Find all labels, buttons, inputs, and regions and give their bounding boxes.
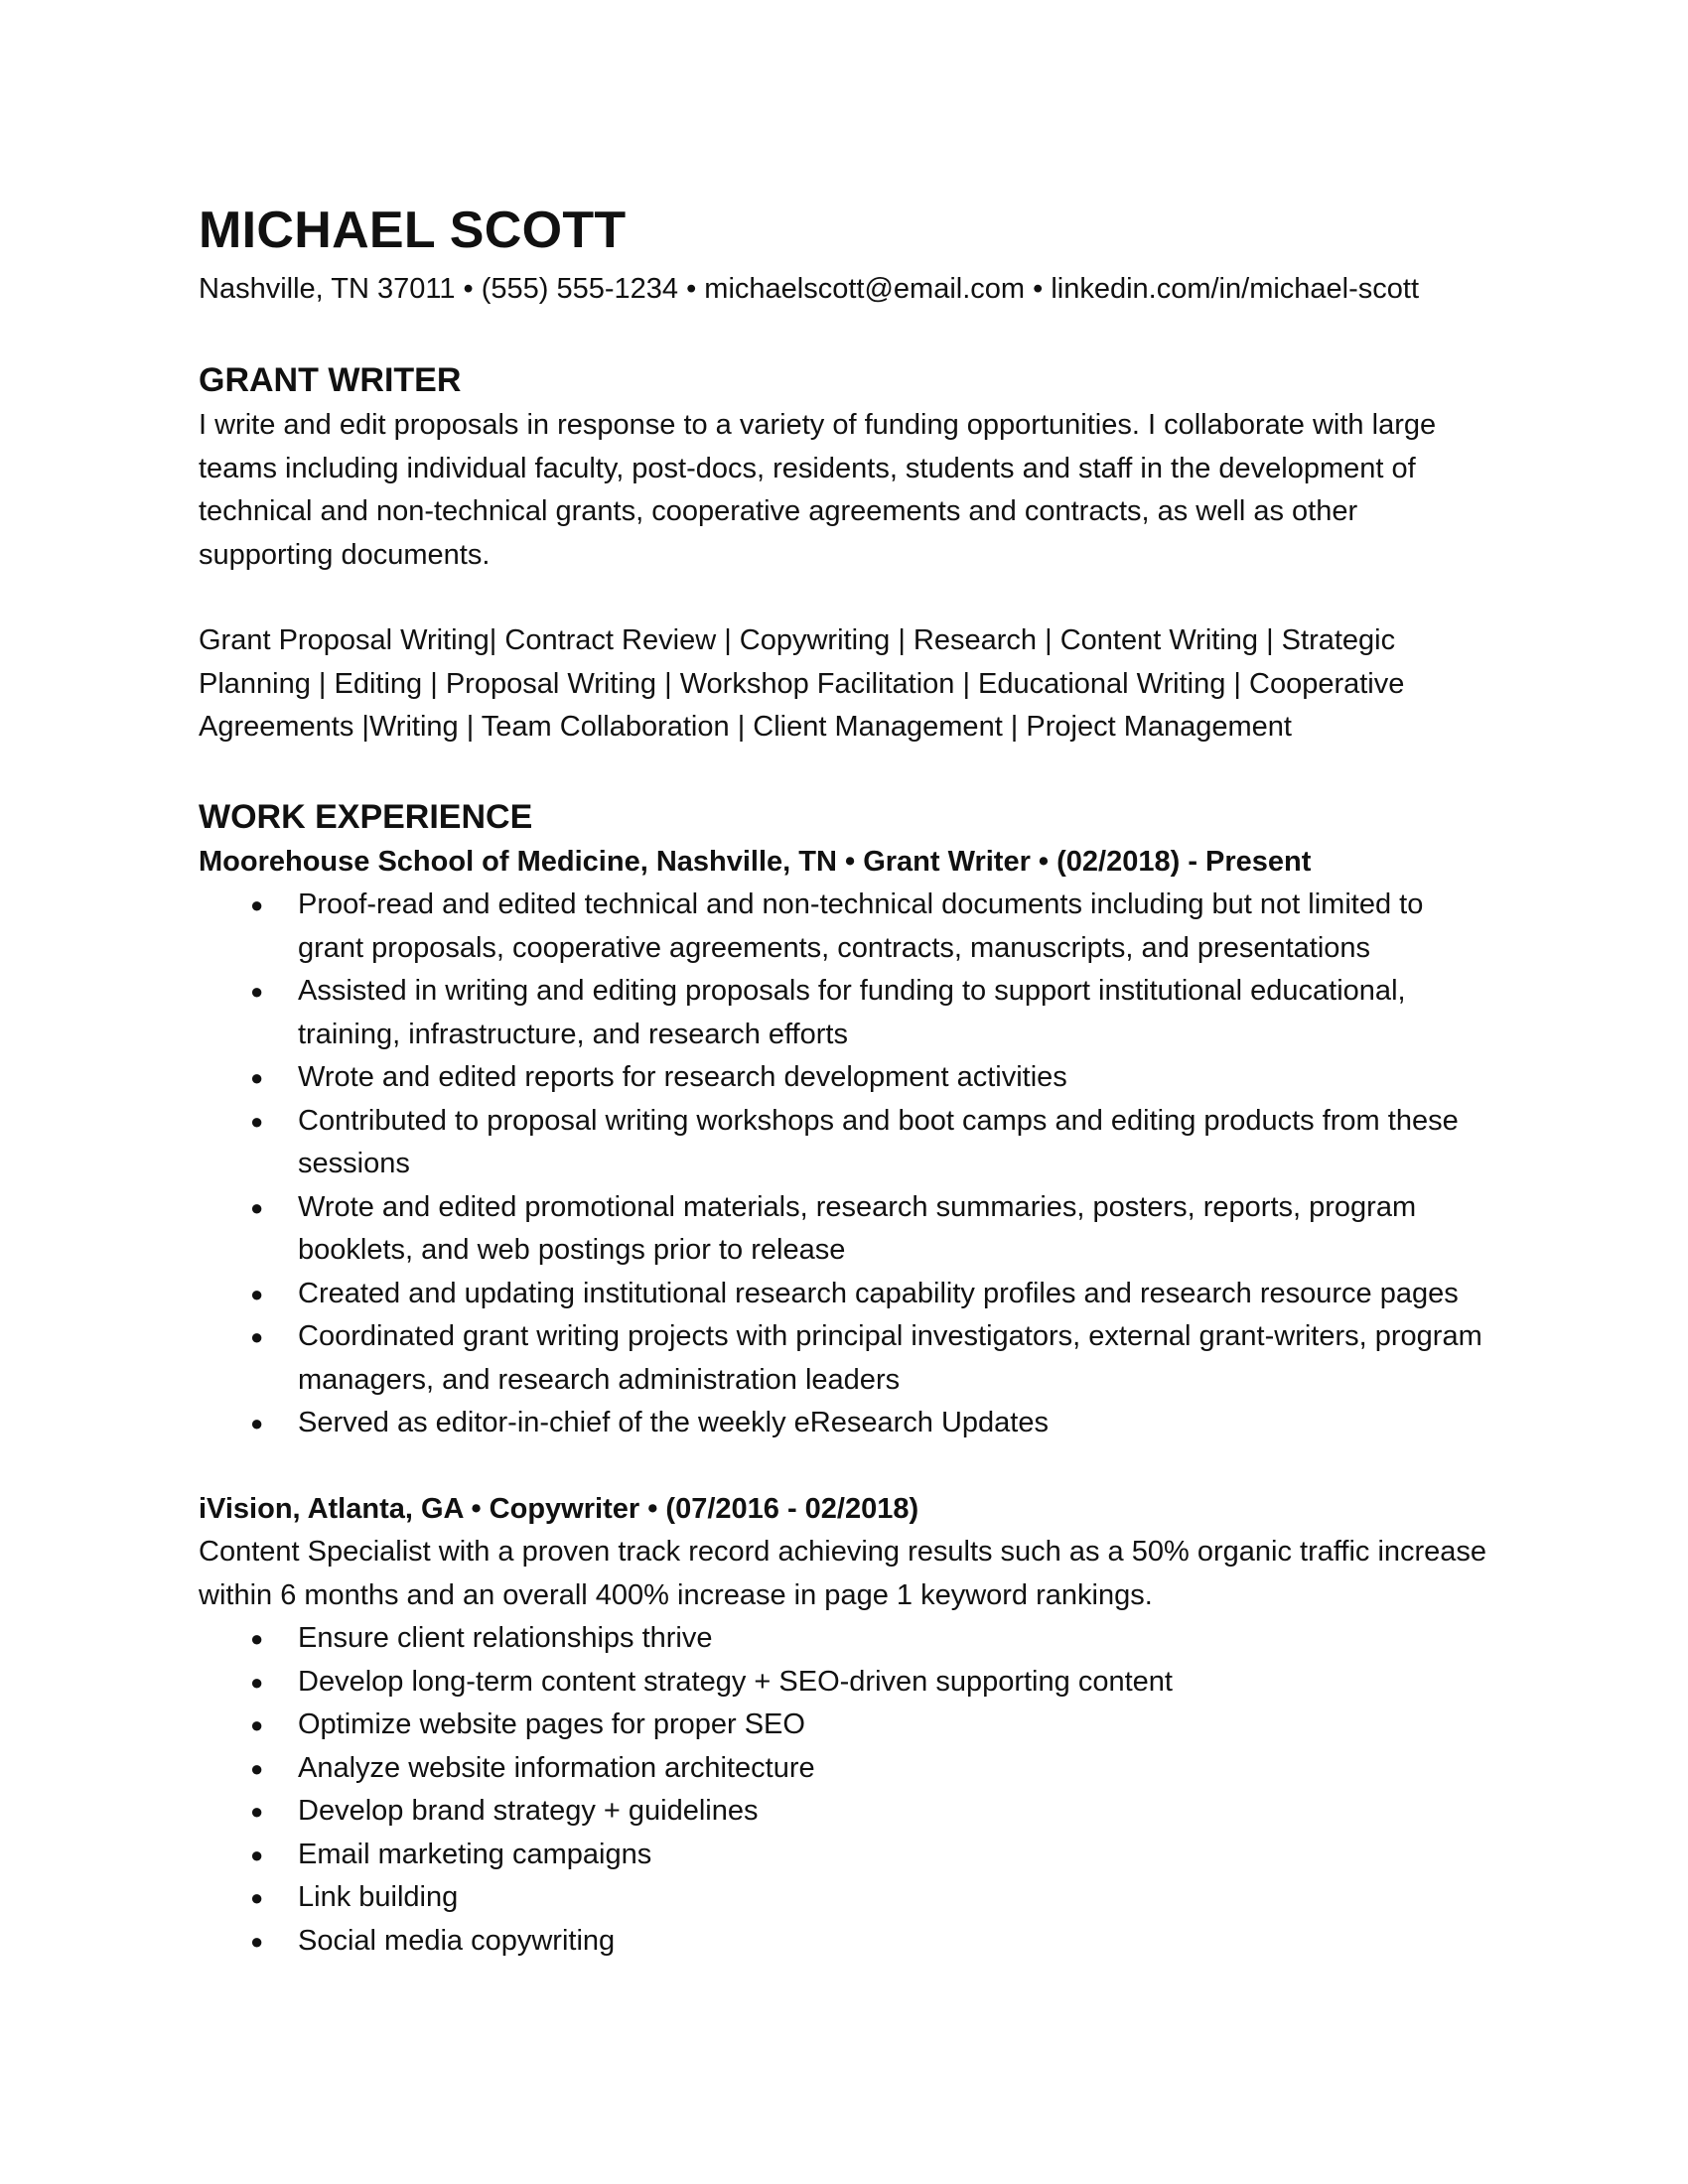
bullet-icon: ● (250, 1324, 264, 1349)
bullet-icon: ● (250, 1194, 264, 1220)
job-bullet (199, 1315, 1489, 1402)
bullet-icon: ● (250, 892, 264, 917)
bullet-text: Wrote and edited reports for research development activities (298, 1061, 1067, 1093)
job-header: iVision, Atlanta, GA • Copywriter • (07/2016 - 02/2018) (199, 1492, 919, 1525)
bullet-icon: ● (250, 1411, 264, 1435)
job-bullet (199, 970, 1489, 1056)
bullet-text: Develop brand strategy + guidelines (298, 1795, 759, 1827)
job-bullets (199, 1617, 1489, 1963)
contact-line: Nashville, TN 37011 • (555) 555-1234 • michaelscott@email.com • linkedin.com/in/michael-scott (199, 273, 1420, 305)
job-bullet (199, 1186, 1489, 1273)
job-entry-2 (199, 1488, 1489, 1964)
job-bullet (199, 1617, 1489, 1661)
job-bullet (199, 1056, 1489, 1100)
job-bullet (199, 1747, 1489, 1791)
job-bullet (199, 1790, 1489, 1834)
summary-text: I write and edit proposals in response to a variety of funding opportunities. I collaborate with large teams including individual faculty, post-docs, residents, students and staff in the development of technical and non-technical grants, cooperative agreements and contracts, as well as other supporting documents. (199, 409, 1437, 571)
bullet-icon: ● (250, 1669, 264, 1695)
bullet-text: Proof-read and edited technical and non-technical documents including but not limited to grant proposals, cooperative agreements, contracts, manuscripts, and presentations (298, 888, 1424, 964)
bullet-text: Wrote and edited promotional materials, research summaries, posters, reports, program booklets, and web postings prior to release (298, 1190, 1417, 1266)
bullet-icon: ● (250, 1108, 264, 1134)
bullet-icon: ● (250, 1885, 264, 1910)
skills-list: Grant Proposal Writing| Contract Review | Copywriting | Research | Content Writing | Strategic Planning | Editing | Proposal Writing | Workshop Facilitation | Educational Writing | Cooperative Agreements |Writing | Team Collaboration | Client Management | Project Management (199, 624, 1405, 743)
bullet-icon: ● (250, 1712, 264, 1737)
job-bullet (199, 1834, 1489, 1877)
bullet-icon: ● (250, 1281, 264, 1306)
job-header: Moorehouse School of Medicine, Nashville, TN • Grant Writer • (02/2018) - Present (199, 845, 1312, 878)
bullet-text: Coordinated grant writing projects with principal investigators, external grant-writers, program managers, and research administration leaders (298, 1320, 1482, 1396)
summary-heading: GRANT WRITER (199, 361, 462, 399)
bullet-icon: ● (250, 1842, 264, 1867)
job-bullet (199, 1100, 1489, 1186)
job-bullets (199, 884, 1489, 1445)
bullet-text: Ensure client relationships thrive (298, 1622, 713, 1654)
bullet-text: Social media copywriting (298, 1924, 616, 1957)
candidate-name: MICHAEL SCOTT (199, 202, 627, 259)
bullet-text: Develop long-term content strategy + SEO-driven supporting content (298, 1665, 1173, 1698)
job-entry-1 (199, 841, 1489, 1445)
bullet-text: Email marketing campaigns (298, 1838, 652, 1870)
job-description: Content Specialist with a proven track record achieving results such as a 50% organic traffic increase within 6 months and an overall 400% increase in page 1 keyword rankings. (199, 1536, 1487, 1611)
job-bullet (199, 1920, 1489, 1964)
bullet-icon: ● (250, 1928, 264, 1954)
bullet-text: Created and updating institutional research capability profiles and research resource pages (298, 1277, 1459, 1309)
job-bullet (199, 1704, 1489, 1747)
bullet-text: Link building (298, 1881, 459, 1913)
job-bullet (199, 1661, 1489, 1705)
bullet-icon: ● (250, 1065, 264, 1090)
bullet-text: Assisted in writing and editing proposals for funding to support institutional educational, training, infrastructure, and research efforts (298, 975, 1406, 1050)
job-bullet (199, 1402, 1489, 1445)
job-bullet (199, 884, 1489, 970)
bullet-text: Served as editor-in-chief of the weekly eResearch Updates (298, 1407, 1049, 1438)
job-bullet (199, 1876, 1489, 1920)
bullet-icon: ● (250, 1626, 264, 1651)
bullet-text: Optimize website pages for proper SEO (298, 1708, 805, 1740)
job-bullet (199, 1273, 1489, 1316)
bullet-text: Contributed to proposal writing workshops and boot camps and editing products from these sessions (298, 1104, 1459, 1179)
bullet-icon: ● (250, 1755, 264, 1781)
bullet-text: Analyze website information architecture (298, 1751, 815, 1784)
bullet-icon: ● (250, 979, 264, 1004)
bullet-icon: ● (250, 1799, 264, 1824)
experience-heading: WORK EXPERIENCE (199, 797, 533, 836)
